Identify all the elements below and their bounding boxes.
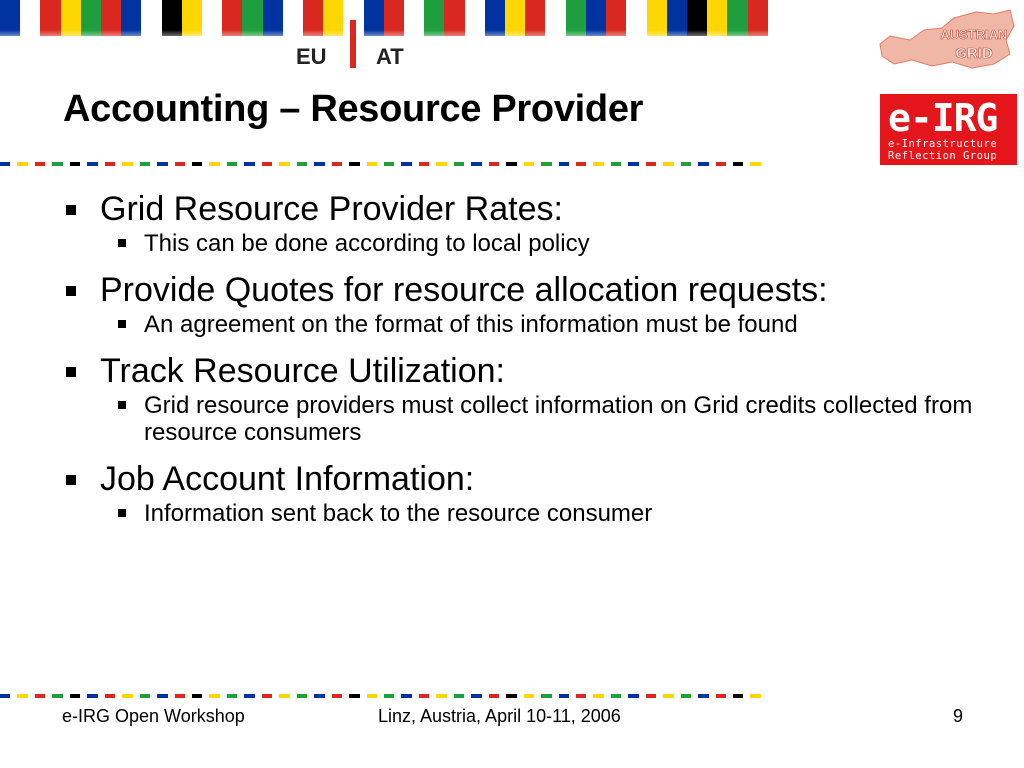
rule-dash <box>733 694 743 698</box>
bullet-item: Provide Quotes for resource allocation requests: <box>62 269 1002 311</box>
rule-dash <box>262 694 272 698</box>
rule-dash <box>35 694 45 698</box>
rule-dash <box>750 694 760 698</box>
rule-dash <box>401 694 411 698</box>
bullet-item: Grid Resource Provider Rates: <box>62 188 1002 230</box>
rule-dash <box>436 694 446 698</box>
rule-dash <box>733 162 743 166</box>
rule-dash <box>541 694 551 698</box>
rule-dash <box>349 694 359 698</box>
rule-dash <box>646 162 656 166</box>
footer-location-date: Linz, Austria, April 10-11, 2006 <box>378 706 621 726</box>
rule-dash <box>576 694 586 698</box>
rule-dash <box>140 694 150 698</box>
rule-dash <box>227 162 237 166</box>
rule-dash <box>628 162 638 166</box>
rule-dash <box>87 162 97 166</box>
rule-dash <box>454 162 464 166</box>
page-number: 9 <box>953 706 964 726</box>
rule-dash <box>628 694 638 698</box>
rule-dash <box>105 162 115 166</box>
rule-dash <box>506 694 516 698</box>
rule-dash <box>384 162 394 166</box>
rule-dash <box>157 694 167 698</box>
rule-dash <box>419 694 429 698</box>
austrian-grid-logo <box>876 6 1016 78</box>
at-label: AT <box>376 44 404 69</box>
rule-dash <box>663 162 673 166</box>
rule-dash <box>157 162 167 166</box>
rule-dash <box>541 162 551 166</box>
rule-dash <box>698 694 708 698</box>
rule-dash <box>175 162 185 166</box>
rule-dash <box>436 162 446 166</box>
rule-dash <box>593 162 603 166</box>
rule-dash <box>681 162 691 166</box>
rule-dash <box>279 694 289 698</box>
footer-divider <box>0 694 768 698</box>
austrian-grid-line2: GRID <box>955 45 993 62</box>
rule-dash <box>367 162 377 166</box>
rule-dash <box>489 694 499 698</box>
rule-dash <box>140 162 150 166</box>
austrian-grid-line1: AUSTRIAN <box>940 27 1008 42</box>
eu-label: EU <box>296 44 327 69</box>
rule-dash <box>471 162 481 166</box>
rule-dash <box>401 162 411 166</box>
rule-dash <box>646 694 656 698</box>
rule-dash <box>209 694 219 698</box>
rule-dash <box>122 162 132 166</box>
rule-dash <box>750 162 760 166</box>
rule-dash <box>87 694 97 698</box>
sub-bullet-item: Information sent back to the resource consumer <box>144 500 1002 527</box>
rule-dash <box>367 694 377 698</box>
bullet-item: Track Resource Utilization: <box>62 350 1002 392</box>
bullet-list <box>62 188 1002 539</box>
rule-dash <box>70 694 80 698</box>
rule-dash <box>122 694 132 698</box>
rule-dash <box>506 162 516 166</box>
rule-dash <box>314 162 324 166</box>
eirg-logo-line1: e-Infrastructure <box>888 138 998 150</box>
bullet-item: Job Account Information: <box>62 458 1002 500</box>
footer-event-name: e-IRG Open Workshop <box>62 706 245 726</box>
eirg-logo-line2: Reflection Group <box>888 150 998 162</box>
rule-dash <box>559 162 569 166</box>
rule-dash <box>0 162 10 166</box>
rule-dash <box>192 162 202 166</box>
rule-dash <box>35 162 45 166</box>
rule-dash <box>279 162 289 166</box>
rule-dash <box>524 162 534 166</box>
rule-dash <box>716 694 726 698</box>
rule-dash <box>716 162 726 166</box>
rule-dash <box>593 694 603 698</box>
rule-dash <box>349 162 359 166</box>
sub-bullet-item: This can be done according to local policy <box>144 230 1002 257</box>
title-divider <box>0 162 768 166</box>
sub-bullet-item: An agreement on the format of this information must be found <box>144 311 1002 338</box>
rule-dash <box>314 694 324 698</box>
rule-dash <box>227 694 237 698</box>
rule-dash <box>663 694 673 698</box>
rule-dash <box>244 162 254 166</box>
rule-dash <box>681 694 691 698</box>
rule-dash <box>17 162 27 166</box>
rule-dash <box>209 162 219 166</box>
rule-dash <box>454 694 464 698</box>
rule-dash <box>52 162 62 166</box>
eirg-logo-name: e-IRG <box>888 96 998 140</box>
rule-dash <box>611 162 621 166</box>
rule-dash <box>192 694 202 698</box>
rule-dash <box>471 694 481 698</box>
eu-at-divider <box>350 20 356 68</box>
eirg-logo <box>880 94 1017 165</box>
rule-dash <box>297 694 307 698</box>
rule-dash <box>559 694 569 698</box>
rule-dash <box>0 694 10 698</box>
rule-dash <box>175 694 185 698</box>
rule-dash <box>332 162 342 166</box>
rule-dash <box>611 694 621 698</box>
rule-dash <box>384 694 394 698</box>
rule-dash <box>576 162 586 166</box>
rule-dash <box>419 162 429 166</box>
rule-dash <box>332 694 342 698</box>
slide-title: Accounting – Resource Provider <box>63 88 644 130</box>
rule-dash <box>262 162 272 166</box>
sub-bullet-item: Grid resource providers must collect information on Grid credits collected from resource consumers <box>144 392 1002 446</box>
rule-dash <box>524 694 534 698</box>
rule-dash <box>244 694 254 698</box>
rule-dash <box>52 694 62 698</box>
rule-dash <box>297 162 307 166</box>
rule-dash <box>489 162 499 166</box>
rule-dash <box>17 694 27 698</box>
rule-dash <box>105 694 115 698</box>
rule-dash <box>698 162 708 166</box>
rule-dash <box>70 162 80 166</box>
